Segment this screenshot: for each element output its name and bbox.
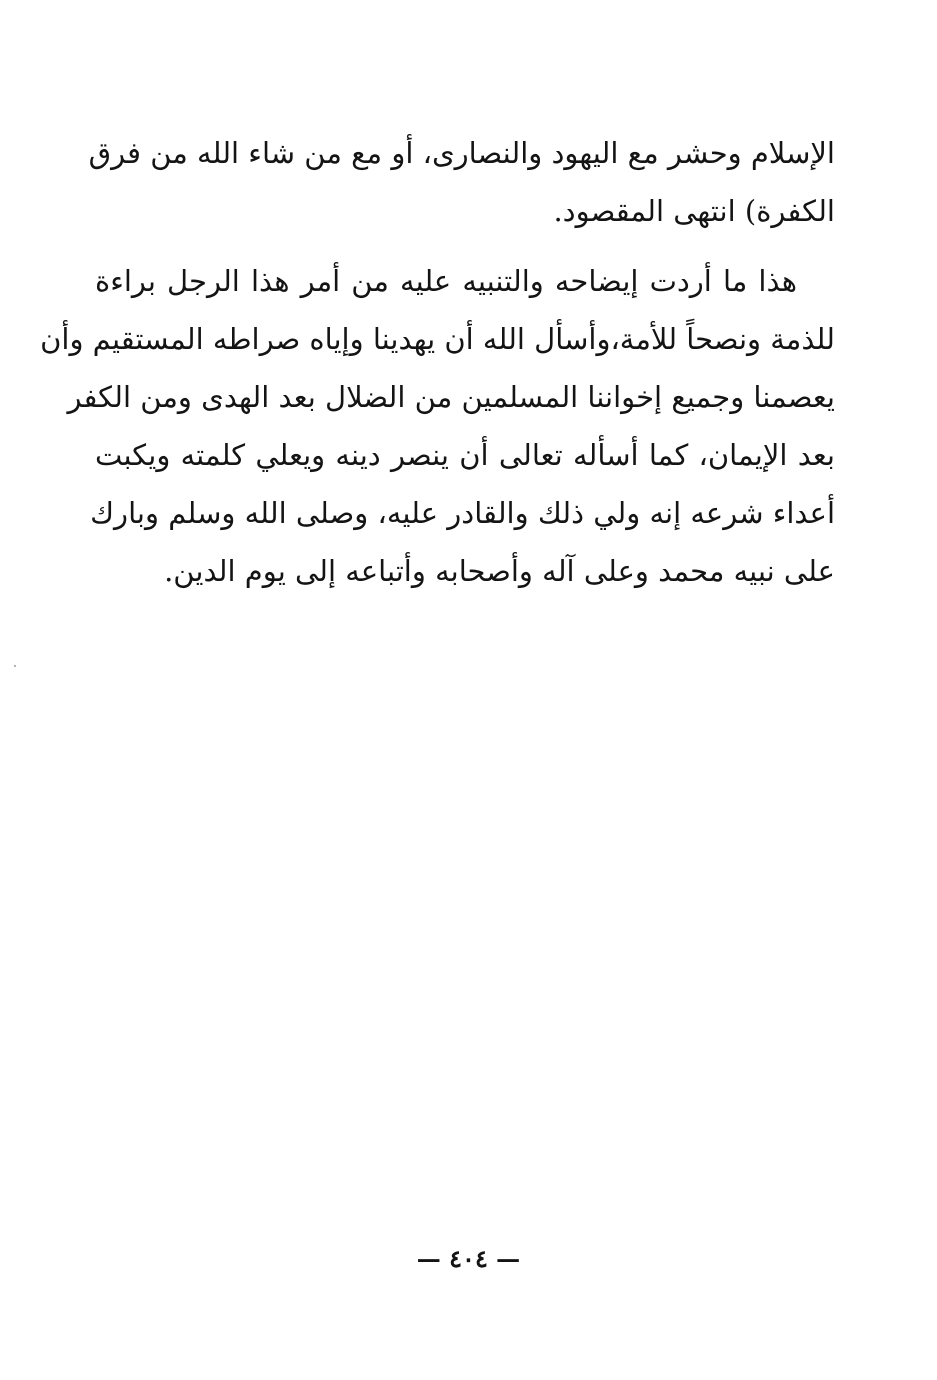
page-number: — ٤٠٤ — [416, 1244, 521, 1273]
text-line: هذا ما أردت إيضاحه والتنبيه عليه من أمر هذا الرجل براءة [95, 264, 797, 298]
text-line: الإسلام وحشر مع اليهود والنصارى، أو مع من شاء الله من فرق [88, 136, 835, 170]
paragraph-2 [40, 252, 835, 600]
text-line: على نبيه محمد وعلى آله وأصحابه وأتباعه إلى يوم الدين. [164, 554, 835, 588]
text-line: الكفرة) انتهى المقصود. [553, 194, 835, 228]
text-line: بعد الإيمان، كما أسأله تعالى أن ينصر دينه ويعلي كلمته ويكبت [95, 438, 835, 472]
body-text [40, 124, 835, 600]
scan-speck [14, 665, 16, 667]
text-line: للذمة ونصحاً للأمة،وأسأل الله أن يهدينا وإياه صراطه المستقيم وأن [40, 322, 835, 356]
text-line: يعصمنا وجميع إخواننا المسلمين من الضلال بعد الهدى ومن الكفر [67, 380, 835, 414]
text-line: أعداء شرعه إنه ولي ذلك والقادر عليه، وصلى الله وسلم وبارك [90, 496, 835, 530]
paragraph-1 [88, 124, 835, 240]
